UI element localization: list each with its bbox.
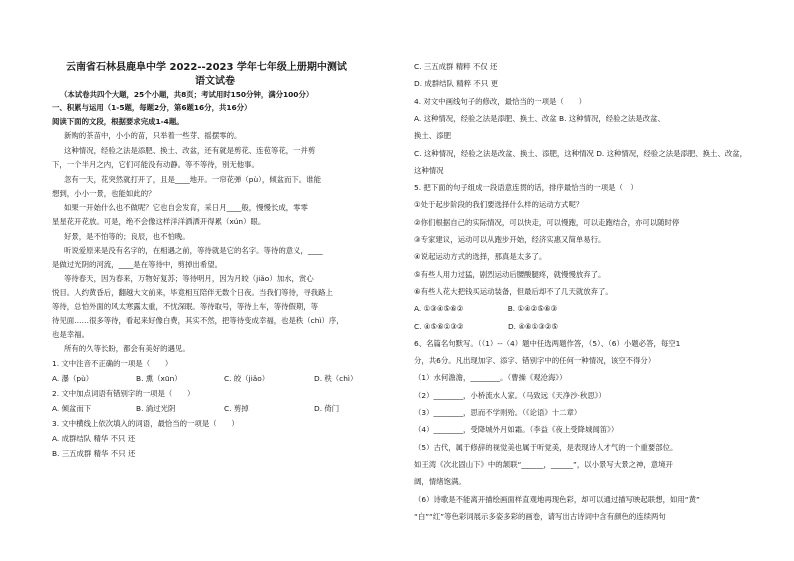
right-column-line: ③专家建议，运动可以从跑步开始，经济实惠又简单易行。 bbox=[414, 235, 606, 244]
passage-line: 新购的茶苗中，小小的苗，只举着一些芽、摇摆零的。 bbox=[64, 131, 242, 140]
right-column-line: ②你们根据自己的实际情况，可以快走，可以慢跑，可以走跑结合，亦可以随时停 bbox=[414, 217, 680, 227]
right-column-line: 这种情况 bbox=[414, 165, 444, 175]
passage-line: 下，一个半月之内，它们可能没有动静。等不等待，别无他事。 bbox=[52, 160, 259, 170]
right-column-line: （6）诗歌是不能离开描绘画面样直观地再现色彩，却可以通过描写映起联想，如用“黄” bbox=[414, 494, 700, 504]
answer-option: A. 瀑（pù） bbox=[52, 374, 94, 384]
passage-line: 悦目。人约黄昏后，翻越大文前来，毕竟相互陪伴无数个日夜。当我们等待，寻我路上 bbox=[52, 287, 333, 297]
right-column-line: 阔，情绪饱满。 bbox=[414, 477, 466, 487]
exam-notice: （本试卷共四个大题，25个小题，共8页；考试用时150分钟，满分100分） bbox=[60, 90, 314, 99]
answer-option: C. 皎（jiǎo） bbox=[224, 374, 270, 384]
right-column-line: ⑤有些人用力过猛，剧烈运动后腰酸腿疼，就慢慢放弃了。 bbox=[414, 269, 606, 279]
reading-instruction: 阅读下面的文段，根据要求完成1-4题。 bbox=[52, 117, 184, 126]
question-stem: 1. 文中注音不正确的一项是（ ） bbox=[52, 359, 173, 369]
right-column-line: C. 三五成群 精粹 不仅 还 bbox=[414, 62, 498, 71]
right-column-line: A. 这种情况，经验之法是添肥、换土、改盆 B. 这种情况，经验之法是改盆、 bbox=[414, 113, 665, 123]
passage-line: 这种情况，经验之法是添肥、换土、改盆，还有就是剪花、连苞等花，一并剪 bbox=[64, 146, 316, 155]
right-column-line: “白”“红”等色彩词展示多姿多彩的画卷，请写出古诗词中含有颜色的连续两句 bbox=[414, 511, 666, 521]
right-column-line: （1）水何澹澹，________。（曹操《观沧海》） bbox=[414, 373, 567, 383]
passage-line: 好景，是不怕等的；良辰，也不怕晚。 bbox=[64, 231, 190, 241]
passage-line: 也是幸福。 bbox=[52, 330, 89, 340]
answer-option: B. 三五成群 精华 不只 还 bbox=[52, 449, 136, 459]
right-column-line: D. 成群结队 精粹 不只 更 bbox=[414, 79, 498, 89]
right-column-line: ⑥有些人花大把钱买运动装备，但最后却不了几天就放弃了。 bbox=[414, 286, 613, 296]
right-column-line: 如王湾《次北固山下》中的颔联“______，______”，以小景写大景之神，意境开 bbox=[414, 459, 673, 469]
question-stem: 2. 文中加点词语有错别字的一项是（ ） bbox=[52, 389, 195, 399]
right-column-line: （3）________，思而不学则殆。（《论语》十二章） bbox=[414, 408, 582, 417]
right-column-line: C. 这种情况，经验之法是改盆、换土、添肥，这种情况 D. 这种情况，经验之法是添肥、换土、改盆， bbox=[414, 148, 748, 158]
right-column-line: （5）古代，属于修辞的视觉美也属于听觉美，是表现诗人才气的一个重要部位。 bbox=[414, 442, 678, 452]
passage-line: 听说爱原来是没有名字的，在相遇之前，等待就是它的名字。等待的意义，____ bbox=[64, 245, 323, 255]
passage-line: 等待，总怕外面的风太寒露太重，不忧深眠。等待取号，等待上车，等待假期，等 bbox=[52, 302, 319, 311]
right-column-line: C. ④⑤⑥①③② D. ④⑥①③②⑤ bbox=[414, 321, 559, 331]
right-column-line: 6、名篇名句默写。（（1）--（4）题中任选两题作答，（5）、（6）小题必答，每空1 bbox=[414, 338, 681, 348]
answer-option: D. 秩（chì） bbox=[314, 374, 358, 384]
passage-line: 待见面……很多等待，看起来好像白费，其实不然，把等待变成幸福，也是秩（chì）序， bbox=[52, 316, 344, 326]
section-heading: 一、积累与运用（1-5题，每题2分，第6题16分，共16分） bbox=[52, 103, 252, 112]
right-column-line: 换土、添肥 bbox=[414, 131, 451, 141]
right-column-line: 5. 把下面的句子组成一段语意连贯的话，排序最恰当的一项是（ ） bbox=[414, 183, 638, 193]
exam-subtitle: 语文试卷 bbox=[195, 76, 235, 87]
right-column-line: 4. 对文中画线句子的修改，最恰当的一项是（ ） bbox=[414, 96, 586, 106]
right-column-line: （2）________，小桥流水人家。（马致远《天净沙·秋思》） bbox=[414, 390, 606, 400]
passage-line: 想到，小小一景，也能如此的？ bbox=[52, 189, 156, 199]
right-column-line: 分，共6分。凡出现加字、添字、错别字中的任何一种情况，该空不得分） bbox=[414, 356, 656, 366]
right-column-line: ①处于起步阶段的我们要选择什么样的运动方式呢？ bbox=[414, 200, 584, 210]
right-column-line: A. ①③④⑤⑥② B. ①④②⑤⑥③ bbox=[414, 304, 558, 314]
answer-option: A. 倾盆而下 bbox=[52, 404, 92, 414]
right-column-line: （4）________，受降城外月如霜。（李益《夜上受降城闻笛》） bbox=[414, 425, 619, 435]
answer-option: D. 倚门 bbox=[314, 404, 340, 414]
passage-line: 如果一开始什么也不做呢？它也自会发育，采日月____般，慢慢长成，零零 bbox=[64, 203, 308, 213]
answer-option: A. 成群结队 精华 不只 还 bbox=[52, 434, 136, 444]
passage-line: 是做过光阴的河流，____是在等待中，剪掉出希望。 bbox=[52, 259, 222, 269]
passage-line: 等待春天，因为春来，万物好复苏；等待明月，因为月皎（jiǎo）加水，赏心 bbox=[64, 273, 314, 283]
right-column-line: ④说起运动方式的选择，那真是太多了。 bbox=[414, 252, 547, 262]
answer-option: B. 熏（xūn） bbox=[136, 374, 182, 384]
answer-option: C. 剪掉 bbox=[224, 404, 249, 414]
passage-line: 忽有一天，花突然就打开了，且是____地开。一帘花弹（pù），倾盆而下。谁能 bbox=[64, 175, 321, 185]
passage-line: 所有的久等长盼，都会有美好的遇见。 bbox=[64, 344, 190, 354]
question-stem: 3. 文中横线上依次填入的词语，最恰当的一项是（ ） bbox=[52, 419, 239, 429]
passage-line: 星星花开花放。可是，绝不会像这样洋洋洒洒开得累（xún）眼。 bbox=[52, 217, 266, 227]
exam-title: 云南省石林县鹿阜中学 2022--2023 学年七年级上册期中测试 bbox=[66, 62, 347, 73]
answer-option: B. 淌过光阴 bbox=[136, 404, 176, 414]
